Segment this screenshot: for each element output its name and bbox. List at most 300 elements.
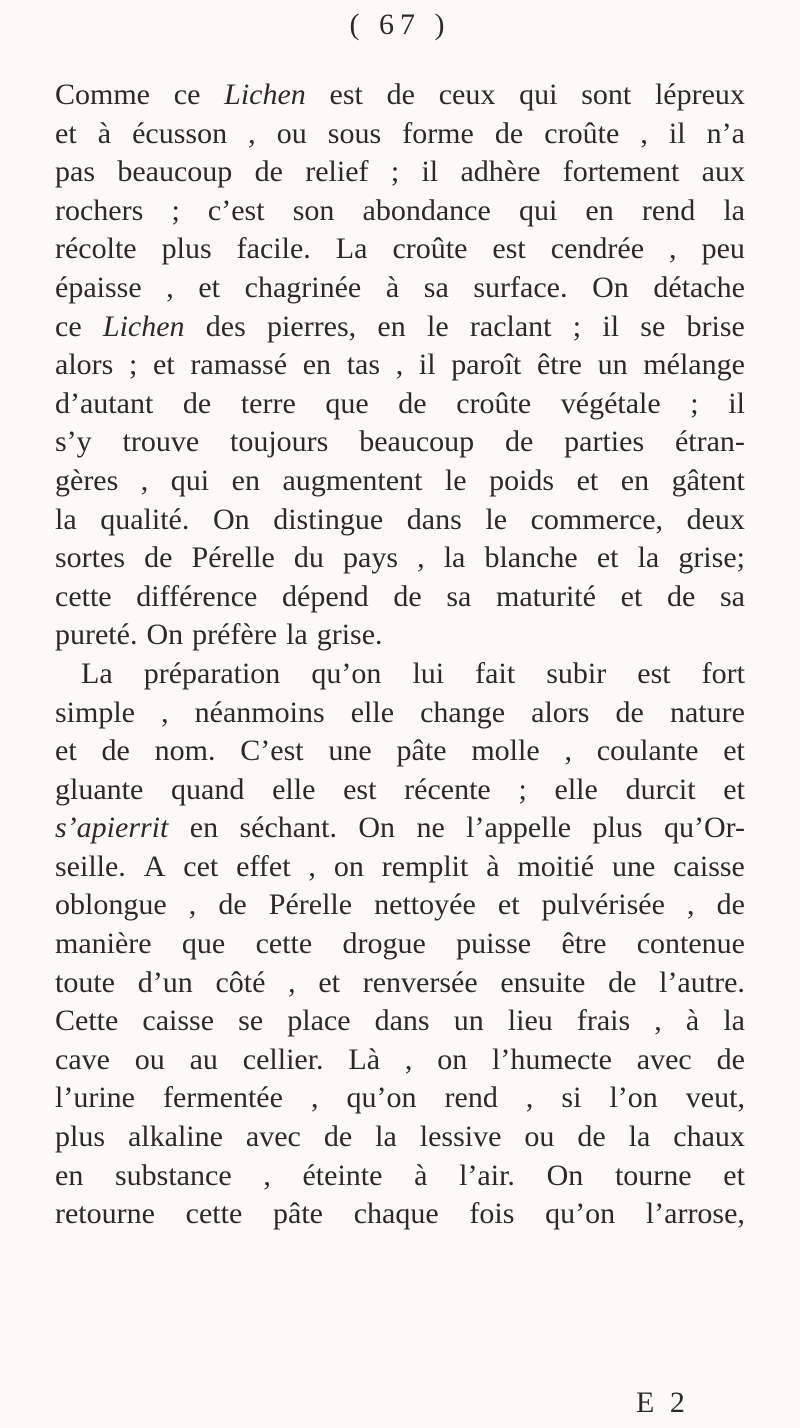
word: , [288, 965, 296, 999]
word: , [310, 1081, 319, 1115]
word: fait [475, 656, 516, 690]
word: l’urine [55, 1081, 135, 1115]
word: ensuite [500, 965, 586, 999]
word: simple [55, 695, 135, 729]
word: oblongue [55, 888, 167, 922]
word: de [398, 386, 427, 420]
word: écusson [132, 116, 228, 150]
word: de [504, 425, 534, 459]
word: pas [55, 155, 95, 189]
word: sous [327, 116, 382, 150]
word: retourne [55, 1197, 155, 1231]
word: fortement [562, 155, 680, 189]
word: toujours [230, 425, 329, 459]
word: et [723, 772, 745, 806]
word: et [153, 348, 175, 382]
word: On [212, 502, 250, 536]
word: et [723, 734, 745, 768]
word: le [444, 463, 467, 497]
word: ; [572, 309, 582, 343]
word: aux [701, 155, 745, 189]
word: cave [55, 1042, 110, 1076]
word: place [287, 1004, 351, 1038]
word: Cette [55, 1004, 119, 1038]
text-line [55, 76, 745, 115]
word: contenue [636, 927, 745, 961]
text-line [55, 616, 745, 655]
word: subir [546, 656, 607, 690]
text-line [55, 886, 745, 925]
word: une [328, 734, 372, 768]
word: cet [183, 849, 219, 883]
word: La [81, 656, 113, 690]
word: , [188, 888, 197, 922]
word: , [404, 1042, 413, 1076]
word: , [525, 1081, 534, 1115]
word: et [576, 463, 599, 497]
text-line [55, 1118, 745, 1157]
word: qu’on [545, 1197, 616, 1231]
word: ; [690, 386, 699, 420]
word: et [620, 579, 643, 613]
word: récente [404, 772, 491, 806]
text-line [55, 192, 745, 231]
word: qui [518, 193, 558, 227]
text-line [55, 964, 745, 1003]
word: néanmoins [194, 695, 325, 729]
word: en [620, 463, 650, 497]
word: nettoyée [374, 888, 476, 922]
word: fort [701, 656, 745, 690]
word: de [716, 888, 745, 922]
word: forme [402, 116, 474, 150]
word: abondance [362, 193, 491, 227]
word: raclant [469, 309, 552, 343]
word: , [248, 116, 256, 150]
word: ce [173, 78, 201, 111]
word: augmentent [282, 463, 423, 497]
word: cellier. [242, 1042, 324, 1076]
word: ramassé [190, 348, 288, 382]
word: lui [412, 656, 445, 690]
word: frais [576, 1004, 631, 1038]
word: être [536, 348, 582, 382]
word: un [453, 1004, 484, 1038]
word: chaque [353, 1197, 439, 1231]
word: l’on [609, 1081, 658, 1115]
word: alkaline [127, 1120, 223, 1154]
word: ou [276, 116, 307, 150]
word: Lichen [102, 309, 185, 343]
word: la [55, 502, 77, 536]
word: pâte [396, 734, 447, 768]
word: et [55, 734, 77, 768]
word: blanche [484, 541, 578, 575]
text-line [55, 1002, 745, 1041]
word: nature [669, 695, 745, 729]
word: La [335, 232, 368, 266]
word: en [377, 309, 406, 343]
word: est [329, 78, 363, 111]
text-line [55, 848, 745, 887]
word: ou [134, 1042, 165, 1076]
text-line [55, 732, 745, 771]
word: de [666, 579, 696, 613]
word: à [385, 270, 400, 304]
word: et [318, 965, 340, 999]
word: dans [406, 502, 462, 536]
word: , [654, 1004, 662, 1038]
word: et [723, 1158, 745, 1192]
word: lépreux [654, 78, 745, 111]
word: quand [171, 772, 245, 806]
word: est [637, 656, 671, 690]
word: la [286, 618, 308, 652]
text-line [55, 539, 745, 578]
word: et [55, 116, 77, 150]
word: , [417, 541, 425, 575]
word: lieu [507, 1004, 553, 1038]
word: mélange [643, 348, 745, 382]
word: être [561, 927, 607, 961]
word: alors [55, 348, 114, 382]
word: récolte [55, 232, 137, 266]
word: le [427, 309, 449, 343]
word: c’est [207, 193, 265, 227]
word: elle [272, 772, 316, 806]
word: maturité [495, 579, 596, 613]
word: l’appelle [466, 811, 572, 845]
word: à [685, 1004, 700, 1038]
word: qu’on [346, 1081, 417, 1115]
word: manière [55, 927, 152, 961]
word: puisse [456, 927, 532, 961]
word: gâtent [671, 463, 745, 497]
word: rend [641, 193, 696, 227]
word: des [205, 309, 246, 343]
word: de [393, 579, 422, 613]
word: parties [564, 425, 645, 459]
word: il [418, 348, 436, 382]
word: coulante [596, 734, 699, 768]
text-line [55, 115, 745, 154]
word: de [182, 386, 212, 420]
word: croûte [544, 116, 620, 150]
word: commerce, [530, 502, 664, 536]
word: détache [653, 270, 745, 304]
word: , [669, 232, 677, 266]
word: beaucoup [117, 155, 233, 189]
word: terre [240, 386, 296, 420]
word: rochers [55, 193, 144, 227]
word: On [358, 811, 396, 845]
word: l’humecte [492, 1042, 612, 1076]
signature-mark: E 2 [636, 1386, 689, 1419]
word: l’autre. [659, 965, 745, 999]
text-line [55, 462, 745, 501]
text-line [55, 1079, 745, 1118]
word: elle [554, 772, 598, 806]
text-line [55, 1195, 745, 1234]
word: est [343, 772, 377, 806]
word: dépend [282, 579, 369, 613]
word: tas [346, 348, 381, 382]
word: molle [471, 734, 540, 768]
word: Là [348, 1042, 381, 1076]
text-line [55, 308, 745, 347]
word: toute [55, 965, 115, 999]
word: Pérelle [191, 541, 275, 575]
word: caisse [142, 1004, 215, 1038]
word: préparation [143, 656, 281, 690]
word: de [386, 78, 415, 111]
word: caisse [673, 849, 745, 883]
word: son [292, 193, 335, 227]
text-line [55, 694, 745, 733]
word: au [189, 1042, 218, 1076]
word: en [302, 348, 332, 382]
word: avec [245, 1120, 301, 1154]
word: d’autant [55, 386, 154, 420]
word: gluante [55, 772, 144, 806]
text-line [55, 1041, 745, 1080]
text-line [55, 1157, 745, 1196]
word: change [420, 695, 506, 729]
word: de [615, 695, 644, 729]
word: il [421, 155, 439, 189]
word: facile. [236, 232, 311, 266]
word: pierres, [267, 309, 357, 343]
word: effet [236, 849, 291, 883]
word: sortes [55, 541, 125, 575]
word: poids [489, 463, 555, 497]
word: relief [305, 155, 369, 189]
word: cendrée [550, 232, 645, 266]
word: l’arrose, [645, 1197, 745, 1231]
word: une [612, 849, 656, 883]
word: il [602, 309, 620, 343]
word: lessive [419, 1120, 502, 1154]
word: distingue [273, 502, 384, 536]
word: rend [444, 1081, 498, 1115]
word: chagrinée [244, 270, 362, 304]
word: avec [636, 1042, 692, 1076]
word: On [546, 1158, 584, 1192]
word: à [486, 849, 500, 883]
word: la [375, 1120, 397, 1154]
word: plus [592, 811, 643, 845]
word: de [323, 1120, 353, 1154]
word: , [564, 734, 572, 768]
word: Pérelle [268, 888, 353, 922]
word: qui [519, 78, 558, 111]
text-line [55, 578, 745, 617]
word: , [308, 849, 316, 883]
word: fermentée [163, 1081, 283, 1115]
word: étran- [674, 425, 745, 459]
word: que [181, 927, 226, 961]
word: pulvérisée [541, 888, 665, 922]
word: et [497, 888, 520, 922]
word: la [637, 541, 660, 575]
word: on [333, 849, 364, 883]
word: sa [423, 270, 449, 304]
word: de [716, 1042, 745, 1076]
word: on [437, 1042, 468, 1076]
word: sont [581, 78, 632, 111]
word: sa [719, 579, 745, 613]
word: nom. [154, 734, 216, 768]
word: préfère [192, 618, 278, 652]
word: ou [524, 1120, 555, 1154]
text-line [55, 153, 745, 192]
word: pureté. [55, 618, 138, 652]
word: de [218, 888, 247, 922]
text-line [55, 809, 745, 848]
word: en [231, 463, 260, 497]
word: ne [416, 811, 445, 845]
word: sa [446, 579, 472, 613]
word: ; [390, 155, 400, 189]
word: surface. [473, 270, 568, 304]
word: s’y [55, 425, 92, 459]
word: ; [171, 193, 180, 227]
word: renversée [362, 965, 478, 999]
word: que [325, 386, 369, 420]
word: substance [115, 1158, 232, 1192]
word: , [140, 463, 149, 497]
word: s’apierrit [55, 811, 169, 845]
word: qu’on [311, 656, 382, 690]
word: grise; [678, 541, 745, 575]
word: qu’Or- [663, 811, 745, 845]
word: végétale [560, 386, 661, 420]
word: trouve [122, 425, 200, 459]
word: plus [55, 1120, 106, 1154]
text-line [55, 423, 745, 462]
word: On [592, 270, 629, 304]
word: brise [686, 309, 745, 343]
word: la [723, 193, 745, 227]
word: , [166, 270, 174, 304]
word: grise. [316, 618, 383, 652]
word: beaucoup [359, 425, 475, 459]
page-number: ( 67 ) [349, 8, 451, 41]
word: est [492, 232, 526, 266]
word: qui [170, 463, 210, 497]
word: On [146, 618, 184, 652]
word: en [189, 811, 219, 845]
word: seille. [55, 849, 126, 883]
word: d’un [137, 965, 193, 999]
word: qualité. [100, 502, 190, 536]
word: de [144, 541, 173, 575]
text-line [55, 385, 745, 424]
word: la [628, 1120, 651, 1154]
word: de [577, 1120, 606, 1154]
word: remplit [381, 849, 469, 883]
word: de [608, 965, 637, 999]
word: chaux [673, 1120, 745, 1154]
word: se [640, 309, 666, 343]
word: ceux [438, 78, 496, 111]
word: adhère [460, 155, 541, 189]
word: un [597, 348, 628, 382]
word: n’a [706, 116, 745, 150]
text-line [55, 655, 745, 694]
text-line [55, 346, 745, 385]
word: il [728, 386, 745, 420]
word: l’air. [459, 1158, 515, 1192]
word: en [55, 1158, 84, 1192]
word: elle [350, 695, 395, 729]
word: à [97, 116, 112, 150]
word: la [723, 1004, 745, 1038]
word: , [640, 116, 648, 150]
word: en [585, 193, 614, 227]
word: de [494, 116, 524, 150]
text-line [55, 771, 745, 810]
word: A [143, 849, 166, 883]
word: fois [469, 1197, 515, 1231]
word: paroît [451, 348, 522, 382]
text-line [55, 501, 745, 540]
word: drogue [342, 927, 426, 961]
word: , [687, 888, 695, 922]
text-line [55, 925, 745, 964]
word: veut, [685, 1081, 745, 1115]
text-line [55, 269, 745, 308]
word: dans [374, 1004, 430, 1038]
word: Comme [55, 78, 150, 111]
word: , [263, 1158, 271, 1192]
word: deux [686, 502, 745, 536]
word: cette [55, 579, 112, 613]
word: gères [55, 463, 119, 497]
word: peu [701, 232, 745, 266]
word: côté [215, 965, 266, 999]
word: et [198, 270, 221, 304]
word: cette [255, 927, 313, 961]
word: croûte [392, 232, 468, 266]
word: tourne [614, 1158, 692, 1192]
word: , [395, 348, 404, 382]
word: se [238, 1004, 264, 1038]
word: plus [161, 232, 212, 266]
body-text [55, 76, 745, 1234]
word: et [596, 541, 619, 575]
word: ; [518, 772, 527, 806]
word: pâte [273, 1197, 323, 1231]
word: séchant. [239, 811, 337, 845]
word: éteinte [302, 1158, 383, 1192]
word: ce [55, 309, 82, 343]
word: croûte [456, 386, 532, 420]
word: , [161, 695, 169, 729]
word: si [561, 1081, 582, 1115]
word: du [293, 541, 324, 575]
word: à [414, 1158, 428, 1192]
word: épaisse [55, 270, 142, 304]
word: différence [136, 579, 258, 613]
word: Lichen [224, 78, 306, 111]
word: de [254, 155, 283, 189]
word: moitié [517, 849, 595, 883]
word: il [668, 116, 686, 150]
word: durcit [625, 772, 696, 806]
word: de [101, 734, 130, 768]
word: cette [185, 1197, 243, 1231]
